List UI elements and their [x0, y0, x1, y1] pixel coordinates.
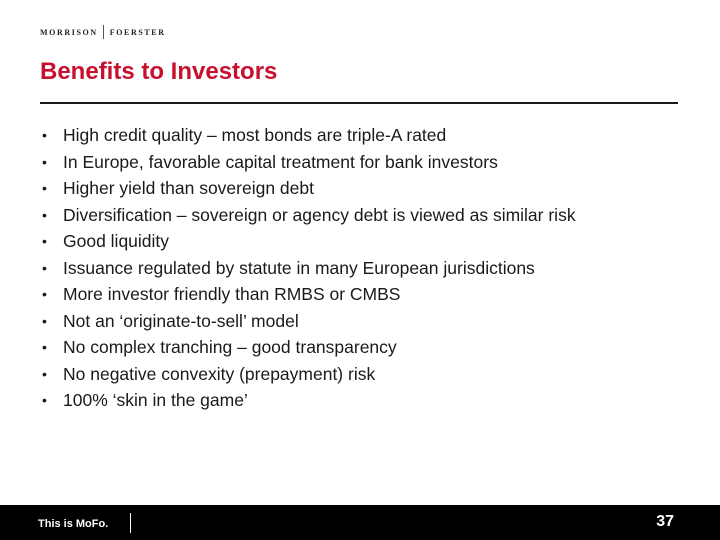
footer-tagline: This is MoFo. [38, 518, 109, 530]
bullet-item [42, 255, 576, 282]
logo-right-word: FOERSTER [109, 27, 166, 37]
logo-left-word: MORRISON [40, 27, 98, 37]
bullet-text: More investor friendly than RMBS or CMBS [63, 284, 401, 304]
bullet-icon: • [42, 312, 47, 329]
bullet-text: Not an ‘originate-to-sell’ model [63, 310, 299, 331]
bullet-item [42, 308, 576, 335]
bullet-text: Higher yield than sovereign debt [63, 178, 314, 198]
bullet-icon: • [42, 180, 47, 196]
bullet-icon: • [42, 339, 47, 355]
bullet-icon: • [42, 286, 47, 302]
bullet-icon: • [42, 259, 47, 276]
page-number: 37 [656, 513, 674, 530]
bullet-item [42, 175, 576, 202]
title-divider [40, 102, 678, 104]
logo-divider [103, 25, 104, 39]
bullet-list [42, 122, 576, 414]
bullet-text: No negative convexity (prepayment) risk [63, 363, 376, 384]
footer-divider [130, 513, 131, 533]
bullet-text: In Europe, favorable capital treatment for bank investors [63, 151, 498, 172]
firm-logo [40, 25, 166, 39]
slide-title: Benefits to Investors [40, 58, 278, 85]
bullet-icon: • [42, 127, 47, 143]
bullet-text: Diversification – sovereign or agency debt is viewed as similar risk [63, 204, 576, 225]
bullet-icon: • [42, 153, 47, 170]
bullet-item [42, 361, 576, 388]
bullet-item [42, 228, 576, 255]
bullet-text: 100% ‘skin in the game’ [63, 390, 248, 410]
footer-bar [0, 505, 720, 540]
bullet-text: High credit quality – most bonds are triple-A rated [63, 125, 447, 145]
bullet-text: Issuance regulated by statute in many European jurisdictions [63, 257, 535, 278]
bullet-item [42, 281, 576, 308]
bullet-item [42, 387, 576, 414]
bullet-item [42, 122, 576, 149]
bullet-item [42, 334, 576, 361]
bullet-icon: • [42, 392, 47, 408]
bullet-item [42, 202, 576, 229]
bullet-item [42, 149, 576, 176]
bullet-icon: • [42, 206, 47, 223]
bullet-text: Good liquidity [63, 231, 170, 251]
bullet-icon: • [42, 233, 47, 249]
bullet-icon: • [42, 365, 47, 382]
bullet-text: No complex tranching – good transparency [63, 337, 397, 357]
